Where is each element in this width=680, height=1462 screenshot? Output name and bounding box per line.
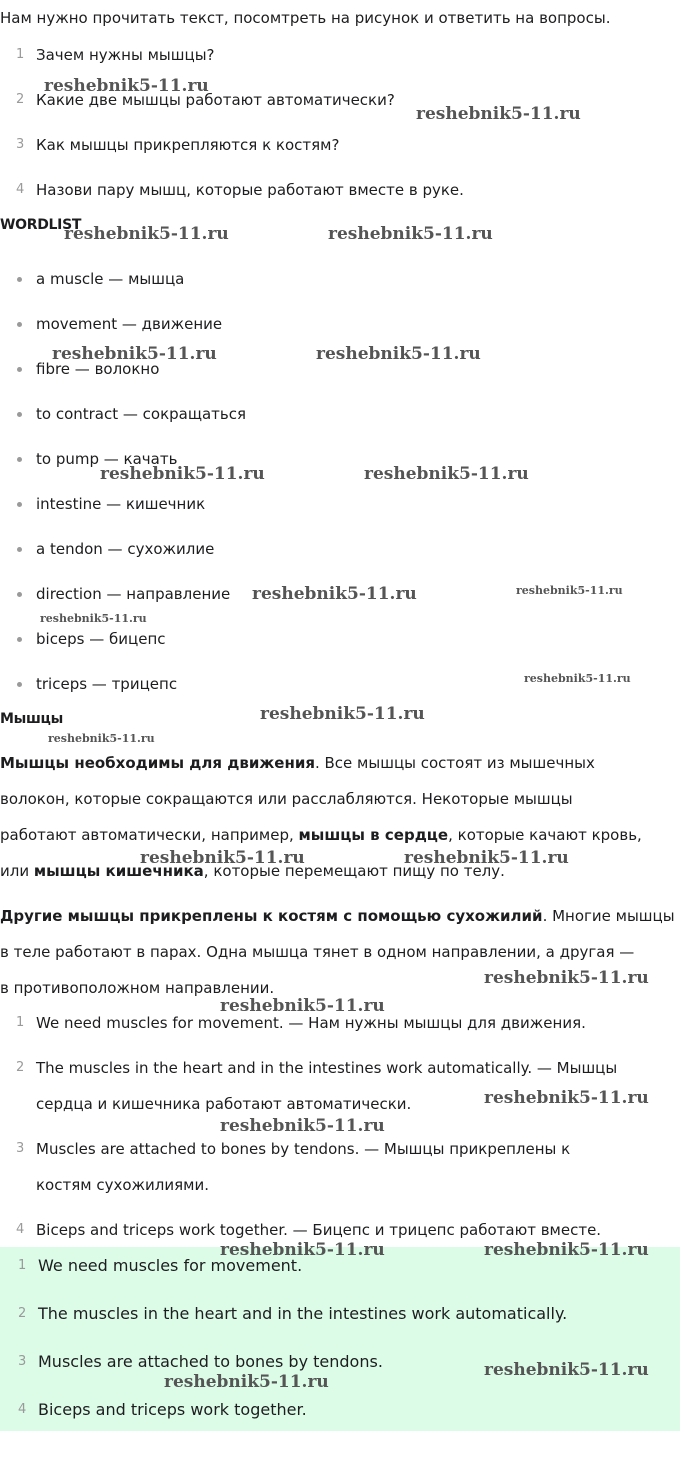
question-text: Как мышцы прикрепляются к костям? [36, 136, 340, 154]
text-heading: Мышцы [0, 711, 63, 727]
question-number: 3 [16, 137, 25, 152]
question-number: 2 [16, 92, 25, 107]
wordlist-heading: WORDLIST [0, 217, 82, 233]
translation-number: 4 [16, 1222, 25, 1237]
bullet-icon [17, 322, 22, 327]
watermark: reshebnik5-11.ru [52, 344, 217, 364]
text: , которые качают кровь, [448, 826, 642, 844]
watermark: reshebnik5-11.ru [252, 584, 417, 604]
wordlist-text: intestine — кишечник [36, 495, 206, 513]
paragraph-2 [0, 898, 680, 1006]
bullet-icon [17, 547, 22, 552]
watermark: reshebnik5-11.ru [404, 848, 569, 868]
watermark: reshebnik5-11.ru [164, 1372, 329, 1392]
question-text: Назови пару мышц, которые работают вместе в руке. [36, 181, 464, 199]
wordlist-text: to contract — сокращаться [36, 405, 247, 423]
wordlist-text: fibre — волокно [36, 360, 160, 378]
wordlist-text: biceps — бицепс [36, 630, 166, 648]
answer-number: 4 [18, 1402, 27, 1417]
answer-number: 1 [18, 1258, 27, 1273]
wordlist-text: triceps — трицепс [36, 675, 178, 693]
paragraph-line [0, 934, 680, 970]
watermark: reshebnik5-11.ru [220, 1116, 385, 1136]
watermark: reshebnik5-11.ru [140, 848, 305, 868]
wordlist-text: direction — направление [36, 585, 231, 603]
translation-text: The muscles in the heart and in the intestines work automatically. — Мышцы [36, 1059, 618, 1077]
answer-text: Biceps and triceps work together. [38, 1400, 307, 1419]
bullet-icon [17, 592, 22, 597]
watermark: reshebnik5-11.ru [364, 464, 529, 484]
text: в противоположном направлении. [0, 979, 275, 997]
answer-text: We need muscles for movement. [38, 1256, 303, 1275]
paragraph-line [0, 970, 680, 1006]
paragraph-line [0, 898, 680, 934]
watermark: reshebnik5-11.ru [316, 344, 481, 364]
wordlist-text: a tendon — сухожилие [36, 540, 215, 558]
watermark: reshebnik5-11.ru [40, 612, 147, 625]
paragraph-line [0, 781, 680, 817]
translation-number: 3 [16, 1141, 25, 1156]
translation-text: Biceps and triceps work together. — Бицепс и трицепс работают вместе. [36, 1221, 602, 1239]
bold-text: Мышцы необходимы для движения [0, 754, 315, 772]
watermark: reshebnik5-11.ru [48, 732, 155, 745]
translation-text: сердца и кишечника работают автоматически. [36, 1095, 412, 1113]
wordlist-text: movement — движение [36, 315, 223, 333]
watermark: reshebnik5-11.ru [64, 224, 229, 244]
paragraph-line [0, 817, 680, 853]
watermark: reshebnik5-11.ru [220, 996, 385, 1016]
question-text: Зачем нужны мышцы? [36, 46, 215, 64]
text: волокон, которые сокращаются или расслабляются. Некоторые мышцы [0, 790, 573, 808]
watermark: reshebnik5-11.ru [524, 672, 631, 685]
translation-text: Muscles are attached to bones by tendons. — Мышцы прикреплены к [36, 1140, 571, 1158]
watermark: reshebnik5-11.ru [484, 968, 649, 988]
text: , которые перемещают пищу по телу. [203, 862, 505, 880]
text: в теле работают в парах. Одна мышца тянет в одном направлении, а другая — [0, 943, 635, 961]
watermark: reshebnik5-11.ru [100, 464, 265, 484]
answer-number: 2 [18, 1306, 27, 1321]
watermark: reshebnik5-11.ru [44, 76, 209, 96]
bold-text: Другие мышцы прикреплены к костям с помощью сухожилий [0, 907, 543, 925]
translation-number: 2 [16, 1060, 25, 1075]
watermark: reshebnik5-11.ru [484, 1088, 649, 1108]
bold-text: мышцы кишечника [33, 862, 204, 880]
watermark: reshebnik5-11.ru [416, 104, 581, 124]
bullet-icon [17, 367, 22, 372]
text: . Все мышцы состоят из мышечных [314, 754, 595, 772]
paragraph-line [0, 853, 680, 889]
answer-text: Muscles are attached to bones by tendons. [38, 1352, 383, 1371]
bullet-icon [17, 502, 22, 507]
text: или [0, 862, 34, 880]
text: . Многие мышцы [542, 907, 675, 925]
watermark: reshebnik5-11.ru [516, 584, 623, 597]
question-number: 1 [16, 47, 25, 62]
paragraph-1 [0, 745, 680, 889]
watermark: reshebnik5-11.ru [484, 1240, 649, 1260]
bullet-icon [17, 637, 22, 642]
bullet-icon [17, 412, 22, 417]
answer-text: The muscles in the heart and in the intestines work automatically. [38, 1304, 568, 1323]
intro-text: Нам нужно прочитать текст, посомтреть на рисунок и ответить на вопросы. [0, 9, 611, 27]
bullet-icon [17, 277, 22, 282]
wordlist-text: to pump — качать [36, 450, 178, 468]
translation-number: 1 [16, 1015, 25, 1030]
answers-box [0, 1247, 680, 1431]
question-number: 4 [16, 182, 25, 197]
watermark: reshebnik5-11.ru [484, 1360, 649, 1380]
watermark: reshebnik5-11.ru [260, 704, 425, 724]
watermark: reshebnik5-11.ru [220, 1240, 385, 1260]
watermark: reshebnik5-11.ru [328, 224, 493, 244]
question-text: Какие две мышцы работают автоматически? [36, 91, 395, 109]
wordlist-text: a muscle — мышца [36, 270, 185, 288]
translation-text: We need muscles for movement. — Нам нужны мышцы для движения. [36, 1014, 586, 1032]
translation-text: костям сухожилиями. [36, 1176, 209, 1194]
text: работают автоматически, например, [0, 826, 299, 844]
bold-text: мышцы в сердце [298, 826, 449, 844]
bullet-icon [17, 457, 22, 462]
paragraph-line [0, 745, 680, 781]
answer-number: 3 [18, 1354, 27, 1369]
bullet-icon [17, 682, 22, 687]
